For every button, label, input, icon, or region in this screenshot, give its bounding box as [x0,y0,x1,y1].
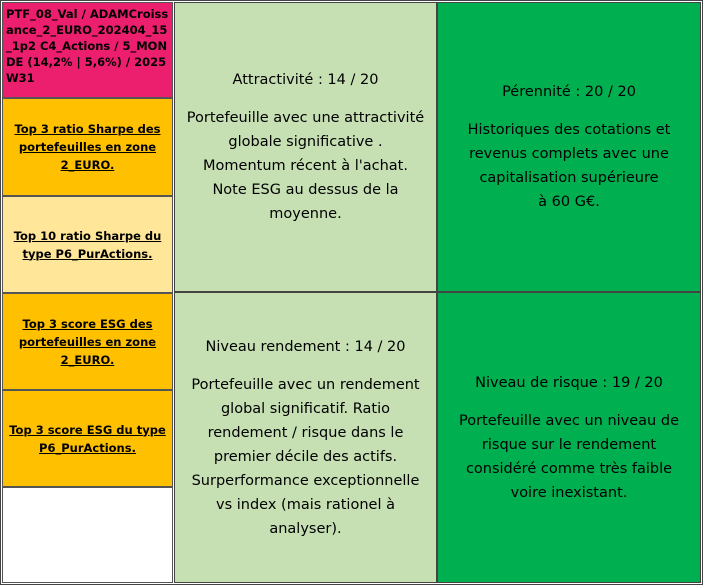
panel-perennite-title: Pérennité : 20 / 20 [502,84,636,100]
panel-attractivite [174,2,437,292]
panel-rendement [174,292,437,583]
panel-rendement-title: Niveau rendement : 14 / 20 [205,338,406,355]
portfolio-header-cell [2,2,173,98]
panel-rendement-body: Portefeuille avec un rendement global significatif. Ratio rendement / risque dans le premier décile des actifs. Surperformance exceptionnelle vs index (mais rationel à analyser). [191,376,420,537]
panel-perennite-body: Historiques des cotations et revenus complets avec une capitalisation supérieure à 60 G€. [467,122,671,210]
empty-cell [2,487,173,583]
panel-attractivite-title: Attractivité : 14 / 20 [232,72,379,88]
ranking-esg-type [2,390,173,487]
ranking-sharpe-zone [2,98,173,196]
ranking-sharpe-type [2,196,173,293]
ranking-esg-type-label: Top 3 score ESG du type P6_PurActions. [9,422,166,455]
ranking-esg-zone [2,293,173,390]
panel-attractivite-body: Portefeuille avec une attractivité globale significative . Momentum récent à l'achat. Note ESG au dessus de la moyenne. [186,110,425,222]
panel-perennite [437,2,701,292]
ranking-sharpe-type-label: Top 10 ratio Sharpe du type P6_PurActions. [13,228,162,261]
portfolio-header-text: PTF_08_Val / ADAMCroissance_2_EURO_202404_15_1p2 C4_Actions / 5_MONDE (14,2% | 5,6%) / 2025W31 [6,7,169,85]
panel-risque-body: Portefeuille avec un niveau de risque sur le rendement considéré comme très faible voire inexistant. [459,412,679,501]
panel-risque-title: Niveau de risque : 19 / 20 [475,374,663,391]
ranking-sharpe-zone-label: Top 3 ratio Sharpe des portefeuilles en zone 2_EURO. [14,122,161,172]
ranking-esg-zone-label: Top 3 score ESG des portefeuilles en zone 2_EURO. [18,316,157,367]
panel-risque [437,292,701,583]
